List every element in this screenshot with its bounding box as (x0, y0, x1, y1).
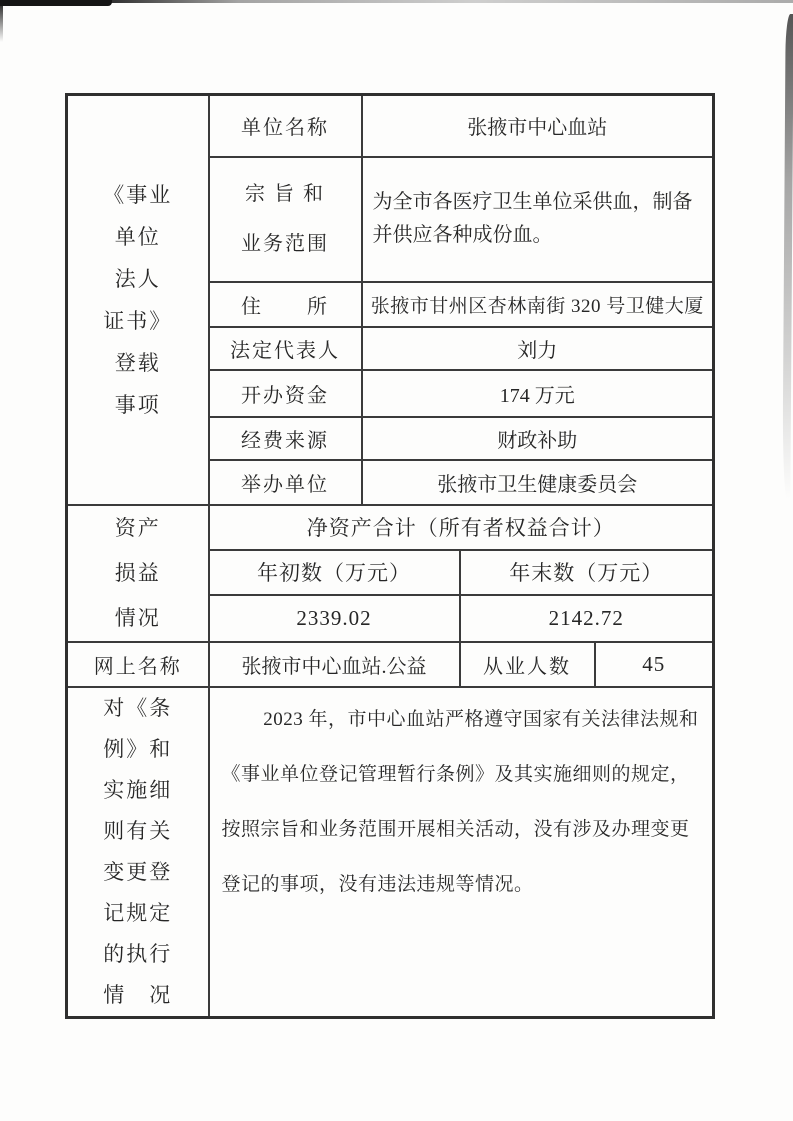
field-value-unit-name: 张掖市中心血站 (362, 95, 714, 157)
year-start-value: 2339.02 (209, 595, 460, 642)
registration-form-table (65, 93, 715, 1019)
year-end-value: 2142.72 (460, 595, 714, 642)
compliance-statement-paragraph: 2023 年，市中心血站严格遵守国家有关法律法规和《事业单位登记管理暂行条例》及其实施细则的规定，按照宗旨和业务范围开展相关活动，没有涉及办理变更登记的事项，没有违法违规等情况。 (209, 687, 714, 1018)
assets-section-label-line: 情况 (114, 605, 161, 630)
compliance-section-label-line: 的执行 (103, 941, 173, 966)
net-assets-total-header: 净资产合计（所有者权益合计） (209, 505, 714, 550)
compliance-section-label-line: 变更登 (103, 859, 173, 884)
field-label-legal-representative: 法定代表人 (209, 327, 362, 370)
field-value-online-name: 张掖市中心血站.公益 (209, 642, 460, 687)
field-value-sponsor-unit: 张掖市卫生健康委员会 (362, 460, 714, 505)
field-value-opening-funds: 174 万元 (362, 370, 714, 417)
scan-artifact-left-edge (0, 0, 3, 42)
field-label-sponsor-unit: 举办单位 (209, 460, 362, 505)
certificate-section-label-line: 证书》 (103, 308, 173, 333)
certificate-section-label-line: 法人 (114, 266, 161, 291)
field-value-funding-source: 财政补助 (362, 417, 714, 460)
field-label-address: 住 所 (209, 282, 362, 327)
compliance-section-label-line: 记规定 (103, 900, 173, 925)
assets-section-label-line: 资产 (114, 515, 161, 540)
certificate-section-label-line: 登载 (114, 350, 161, 375)
year-end-header: 年末数（万元） (460, 550, 714, 595)
field-value-staff-count: 45 (595, 642, 714, 687)
field-label-purpose-scope (209, 157, 362, 282)
field-label-purpose-line: 宗 旨 和 (245, 183, 325, 205)
field-value-address: 张掖市甘州区杏林南街 320 号卫健大厦 (362, 282, 714, 327)
assets-section-label (67, 505, 209, 642)
field-value-purpose-scope: 为全市各医疗卫生单位采供血，制备并供应各种成份血。 (362, 157, 714, 282)
certificate-section-label-line: 《事业 (103, 182, 173, 207)
compliance-section-label (67, 687, 209, 1018)
scan-artifact-top-edge (0, 0, 793, 3)
field-label-unit-name: 单位名称 (209, 95, 362, 157)
field-value-legal-representative: 刘力 (362, 327, 714, 370)
compliance-section-label-line: 情 况 (103, 982, 173, 1007)
scan-artifact-top-left-blob (0, 0, 112, 6)
year-start-header: 年初数（万元） (209, 550, 460, 595)
certificate-section-label-line: 事项 (114, 392, 161, 417)
field-label-scope-line: 业务范围 (241, 233, 329, 255)
scan-artifact-right-streak (782, 14, 793, 499)
compliance-section-label-line: 实施细 (103, 777, 173, 802)
compliance-section-label-line: 则有关 (103, 818, 173, 843)
compliance-section-label-line: 例》和 (103, 736, 173, 761)
field-label-funding-source: 经费来源 (209, 417, 362, 460)
field-label-opening-funds: 开办资金 (209, 370, 362, 417)
certificate-section-label (67, 95, 209, 505)
assets-section-label-line: 损益 (114, 560, 161, 585)
field-label-staff-count: 从业人数 (460, 642, 595, 687)
compliance-section-label-line: 对《条 (103, 695, 173, 720)
field-label-online-name: 网上名称 (67, 642, 209, 687)
certificate-section-label-line: 单位 (114, 224, 161, 249)
